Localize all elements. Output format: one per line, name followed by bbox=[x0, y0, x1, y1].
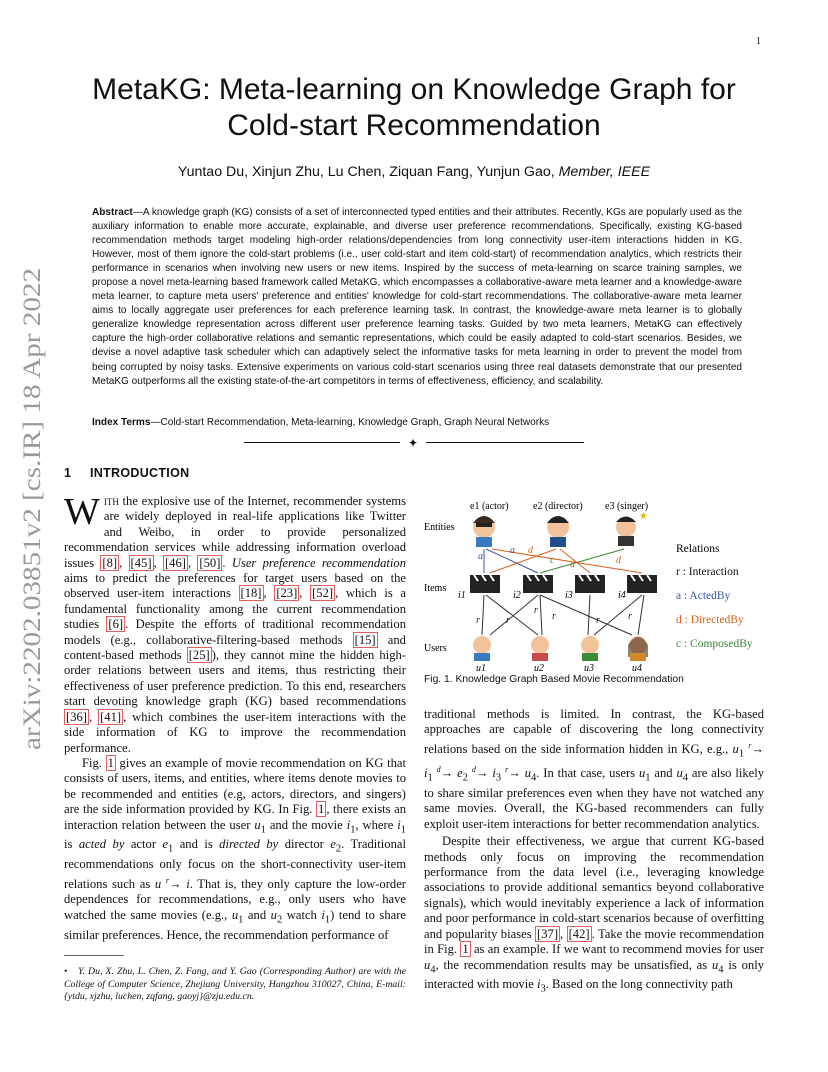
footnote-rule bbox=[64, 955, 124, 956]
item-label-3: i3 bbox=[565, 590, 573, 601]
intro-column-left: With the explosive use of the Internet, recommender systems are widely deployed in real-life applications like Twitter and Weibo, in order to provide personalized recommendation services while addressing information overload issues [8] , [45] , [46] , [50] . User preference recommendation aims to predict the preferences for target users based on the observed user-item interactions [18] , [23] , [52] , which is a fundamental functionality among the current recommendation studies [6] . Despite the efforts of traditional recommendation models (e.g., collaborative-filtering-based methods [15] and content-based methods [25] ), they cannot mine the hidden high-order relations between users and items, thus restricting their effectiveness of user preference prediction. To this end, researchers start devoting knowledge graph (KG) based recommendations [36] , [41] , which combines the user-item interactions with the side information of KG to improve the recommendation performance. Fig. 1 gives an example of movie recommendation on KG that consists of users, items, and entities, where items denote movies to be recommended and entities (e.g, actors, directors, and singers) are the side information provided by KG. In Fig. 1 , there exists an interaction relation between the user $u_1$ and the movie $i_1$, where $i_1$ is acted by actor $e_1$ and is directed by director $e_2$. Traditional recommendations only focus on the short-connectivity user-item relations such as u $^r$→ i. That is, they only capture the low-order dependences for recommendations, e.g., only users who have watched the same movies (e.g., $u_1$ and $u_2$ watch $i_1$) tend to share similar preferences. Hence, the recommendation performance of bbox=[64, 491, 407, 942]
svg-text:d: d bbox=[616, 555, 621, 566]
entity-label-e2: e2 (director) bbox=[533, 501, 583, 512]
item-label-4: i4 bbox=[618, 590, 626, 601]
figure-caption: Fig. 1. Knowledge Graph Based Movie Recommendation bbox=[424, 674, 684, 685]
singer-icon bbox=[616, 511, 648, 546]
author-membership: Member, IEEE bbox=[558, 164, 651, 180]
abstract-label: Abstract bbox=[92, 207, 133, 218]
director-icon bbox=[547, 516, 569, 547]
footnote-text: Y. Du, X. Zhu, L. Chen, Z. Fang, and Y. Gao (Corresponding Author) are with the College of Computer Science, Zhejiang University, Hangzhou 310027, China, E-mail:{ytdu, xjzhu, luchen, zqfang, gaoyj}@zju.edu.cn. bbox=[64, 966, 406, 1002]
footnote: • Y. Du, X. Zhu, L. Chen, Z. Fang, and Y. Gao (Corresponding Author) are with the College of Computer Science, Zhejiang University, Hangzhou 310027, China, E-mail:{ytdu, xjzhu, luchen, zqfang, gaoyj}@zju.edu.cn. bbox=[64, 966, 406, 1002]
index-terms-text: —Cold-start Recommendation, Meta-learning, Knowledge Graph, Graph Neural Networks bbox=[150, 417, 550, 428]
item-label-1: i1 bbox=[458, 590, 466, 601]
abstract-text: —A knowledge graph (KG) consists of a set of interconnected typed entities and their attributes. Recently, KGs are popularly used as the auxiliary information to enable more accurate, explainable, and diverse user preference recommendations. Specifically, existing KG-based recommendation methods target modeling high-order relations/dependencies from long connectivity user-item interactions hidden in KG. However, most of them ignore the cold-start problems (i.e., user cold-start and item cold-start) of recommendation analytics, which restricts their performance in scenarios when involving new users or new items. Inspired by the success of meta-learning on scarce training samples, we propose a novel meta-learning based framework called MetaKG, which encompasses a collaborative-aware meta learner and a knowledge-aware meta learner, to capture meta users' preference and entities' knowledge for cold-start recommendations. The collaborative-aware meta learner aims to locally aggregate user preferences for each preference learning task. In contrast, the knowledge-aware meta learner is to globally generalize knowledge representation across different user preference learning tasks. Guided by two meta learners, MetaKG can effectively capture the high-order collaborative relations and semantic representations, which could be easily adapted to cold-start scenarios. Besides, we devise a novel adaptive task scheduler which can adaptively select the informative tasks for meta learning in order to prevent the model from being corrupted by noisy tasks. Extensive experiments on various cold-start scenarios using three real datasets demonstrate that our presented MetaKG outperforms all the existing state-of-the-art competitors in terms of effectiveness, efficiency, and scalability. bbox=[92, 207, 742, 387]
user-label-3: u3 bbox=[584, 663, 594, 674]
legend-composedby: c : ComposedBy bbox=[676, 638, 753, 650]
paper-title bbox=[40, 72, 788, 144]
movie-icons bbox=[470, 575, 657, 593]
section-divider bbox=[244, 436, 584, 450]
abstract bbox=[92, 206, 742, 389]
svg-text:d: d bbox=[570, 559, 575, 570]
svg-text:c: c bbox=[550, 555, 555, 566]
user-label-4: u4 bbox=[632, 663, 642, 674]
actor-icon bbox=[473, 516, 495, 547]
legend-directedby: d : DirectedBy bbox=[676, 614, 744, 626]
index-terms bbox=[92, 417, 742, 428]
user-icons bbox=[473, 636, 648, 661]
page-number: 1 bbox=[756, 36, 761, 47]
entity-label-e3: e3 (singer) bbox=[605, 501, 649, 512]
svg-text:r: r bbox=[476, 615, 480, 626]
intro-column-right: traditional methods is limited. In contrast, the KG-based approaches are capable of discovering the long connectivity relations based on the side information hidden in KG, e.g., $u_1$ $^r\to i_1$ $^d\to e_2$ $^d\to i_3$ $^r\to u_4$. In that case, users $u_1$ and $u_4$ are also likely to share similar preferences even when they have not watched any same movies. Overall, the KG-based recommenders can fully exploit user-item interactions for better recommendation analytics. Despite their effectiveness, we argue that current KG-based methods only focus on improving the recommendation performance from the data level (i.e., leveraging knowledge associations to provide additional semantics beyond collaborative signals), which would inevitably experience a lack of information and poor performance in cold-start scenarios because of overfitting and popularity biases [37] , [42] . Take the movie recommendation in Fig. 1 as an example. If we want to recommend movies for user $u_4$, the recommendation results may be unsatisfied, as $u_4$ is only interacted with movie $i_3$. Based on the long connectivity path bbox=[424, 707, 765, 995]
title-line-1: MetaKG: Meta-learning on Knowledge Graph for bbox=[92, 73, 736, 106]
section-title: INTRODUCTION bbox=[90, 466, 190, 480]
figure-kg-movie bbox=[420, 495, 780, 675]
svg-text:r: r bbox=[534, 605, 538, 616]
svg-text:a: a bbox=[478, 551, 483, 562]
svg-text:a: a bbox=[510, 545, 515, 556]
svg-text:★: ★ bbox=[639, 511, 648, 522]
row-label-users: Users bbox=[424, 643, 447, 654]
author-names: Yuntao Du, Xinjun Zhu, Lu Chen, Ziquan Fang, Yunjun Gao, bbox=[177, 164, 559, 180]
svg-text:r: r bbox=[596, 615, 600, 626]
svg-text:r: r bbox=[628, 611, 632, 622]
legend-actedby: a : ActedBy bbox=[676, 590, 731, 602]
index-terms-label: Index Terms bbox=[92, 417, 151, 428]
user-label-2: u2 bbox=[534, 663, 544, 674]
row-label-items: Items bbox=[424, 583, 447, 594]
arxiv-sidebar-stamp bbox=[12, 265, 48, 750]
svg-text:r: r bbox=[506, 615, 510, 626]
item-label-2: i2 bbox=[513, 590, 521, 601]
legend-title: Relations bbox=[676, 543, 720, 555]
title-line-2: Cold-start Recommendation bbox=[227, 109, 601, 142]
section-number: 1 bbox=[64, 466, 71, 480]
diamond-icon: ✦ bbox=[408, 436, 419, 450]
row-label-entities: Entities bbox=[424, 522, 455, 533]
svg-text:d: d bbox=[528, 545, 533, 556]
entity-label-e1: e1 (actor) bbox=[470, 501, 509, 512]
svg-text:r: r bbox=[552, 611, 556, 622]
user-label-1: u1 bbox=[476, 663, 486, 674]
arxiv-identifier: arXiv:2202.03851v2 [cs.IR] 18 Apr 2022 bbox=[19, 336, 46, 750]
legend-interaction: r : Interaction bbox=[676, 566, 739, 578]
drop-cap: W bbox=[64, 491, 100, 533]
author-list bbox=[40, 164, 788, 180]
